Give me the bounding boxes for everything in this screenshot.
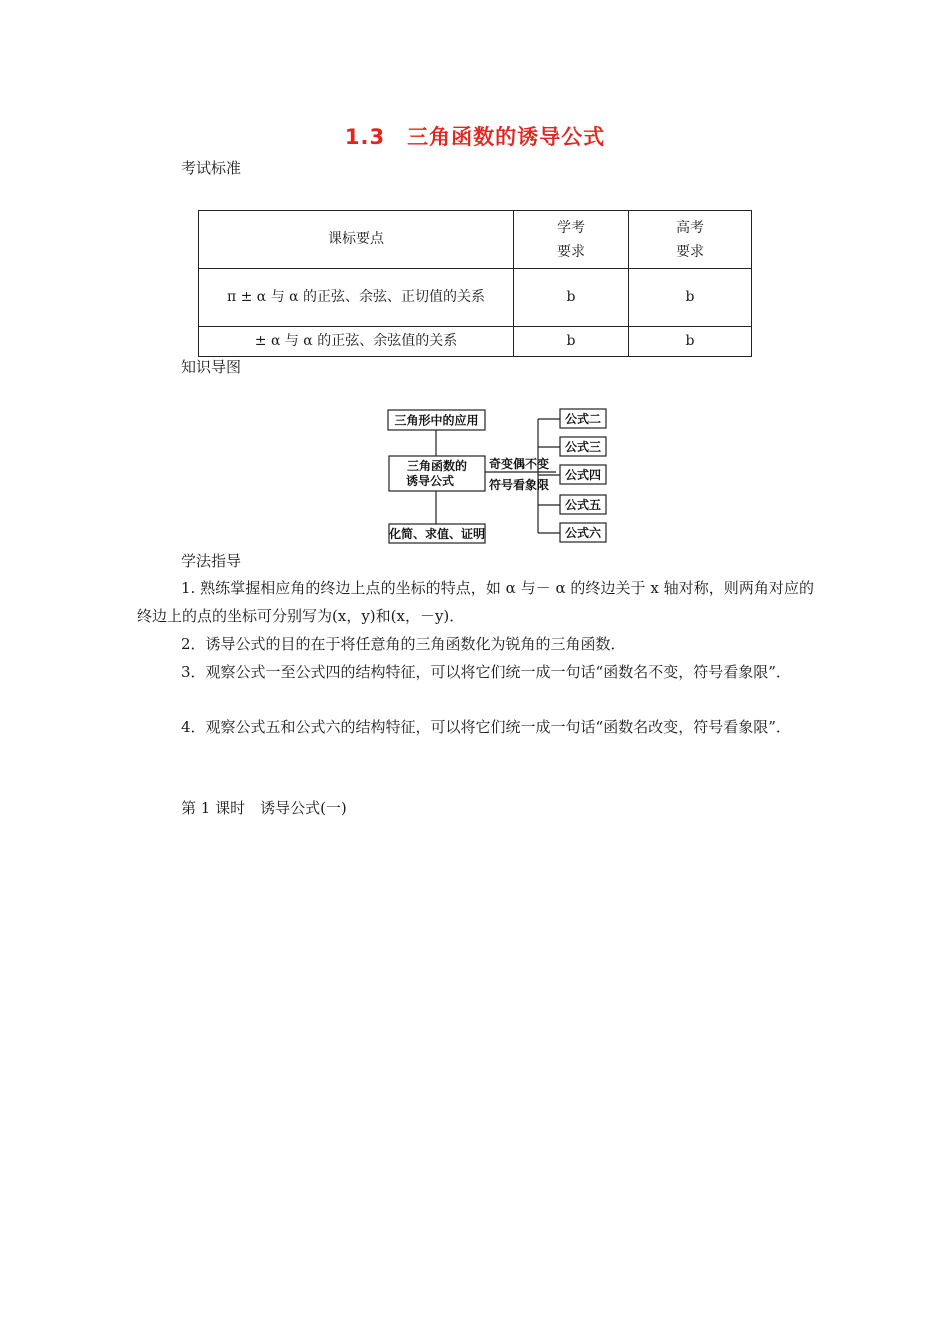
exam-standard-table: [198, 210, 752, 357]
rule-line1: 奇变偶不变: [488, 457, 550, 471]
formula-label: 公式五: [564, 498, 602, 512]
page-title: 1.3 三角函数的诱导公式: [344, 125, 606, 149]
header-cell-gaokao: [629, 211, 752, 269]
formula-label: 公式三: [564, 440, 602, 454]
header-gaokao-line2: 要求: [676, 243, 704, 260]
table-cell-point: π ± α 与 α 的正弦、余弦、正切值的关系: [199, 269, 514, 327]
table-header-row: [199, 211, 752, 269]
formula-label: 公式四: [564, 468, 602, 482]
header-cell-points: 课标要点: [199, 211, 514, 269]
formula-label: 公式二: [564, 412, 602, 426]
formula-label: 公式六: [564, 526, 602, 540]
paragraph-1: 1. 熟练掌握相应角的终边上点的坐标的特点，如 α 与－ α 的终边关于 x 轴对称，则两角对应的终边上的点的坐标可分别写为(x，y)和(x，－y)．: [137, 579, 814, 625]
paragraph-2: 2．诱导公式的目的在于将任意角的三角函数化为锐角的三角函数．: [181, 635, 626, 653]
rule-line2: 符号看象限: [488, 478, 550, 492]
paragraph-3: 3．观察公式一至公式四的结构特征，可以将它们统一成一句话“函数名不变，符号看象限”．: [181, 663, 791, 681]
table-cell-point: ± α 与 α 的正弦、余弦值的关系: [199, 327, 514, 357]
table-row: [199, 327, 752, 357]
lesson-heading: 第 1 课时 诱导公式(一): [181, 799, 347, 817]
table-cell-xuekao: b: [514, 269, 629, 327]
header-xuekao-line1: 学考: [557, 219, 585, 236]
table-cell-gaokao: b: [629, 327, 752, 357]
center-box-line1: 三角函数的: [406, 459, 468, 473]
knowledge-map-diagram: [380, 403, 620, 548]
exam-standard-heading: 考试标准: [181, 159, 242, 177]
table-cell-gaokao: b: [629, 269, 752, 327]
header-gaokao-line1: 高考: [676, 219, 704, 236]
table-cell-xuekao: b: [514, 327, 629, 357]
header-xuekao-line2: 要求: [557, 243, 585, 260]
paragraph-4: 4．观察公式五和公式六的结构特征，可以将它们统一成一句话“函数名改变，符号看象限”．: [181, 718, 791, 736]
knowledge-map-heading: 知识导图: [181, 358, 242, 376]
bottom-box-label: 化简、求值、证明: [388, 527, 486, 541]
study-guide-heading: 学法指导: [181, 552, 242, 570]
center-box-line2: 诱导公式: [405, 474, 455, 488]
table-row: [199, 269, 752, 327]
top-box-label: 三角形中的应用: [394, 413, 479, 428]
header-cell-xuekao: [514, 211, 629, 269]
